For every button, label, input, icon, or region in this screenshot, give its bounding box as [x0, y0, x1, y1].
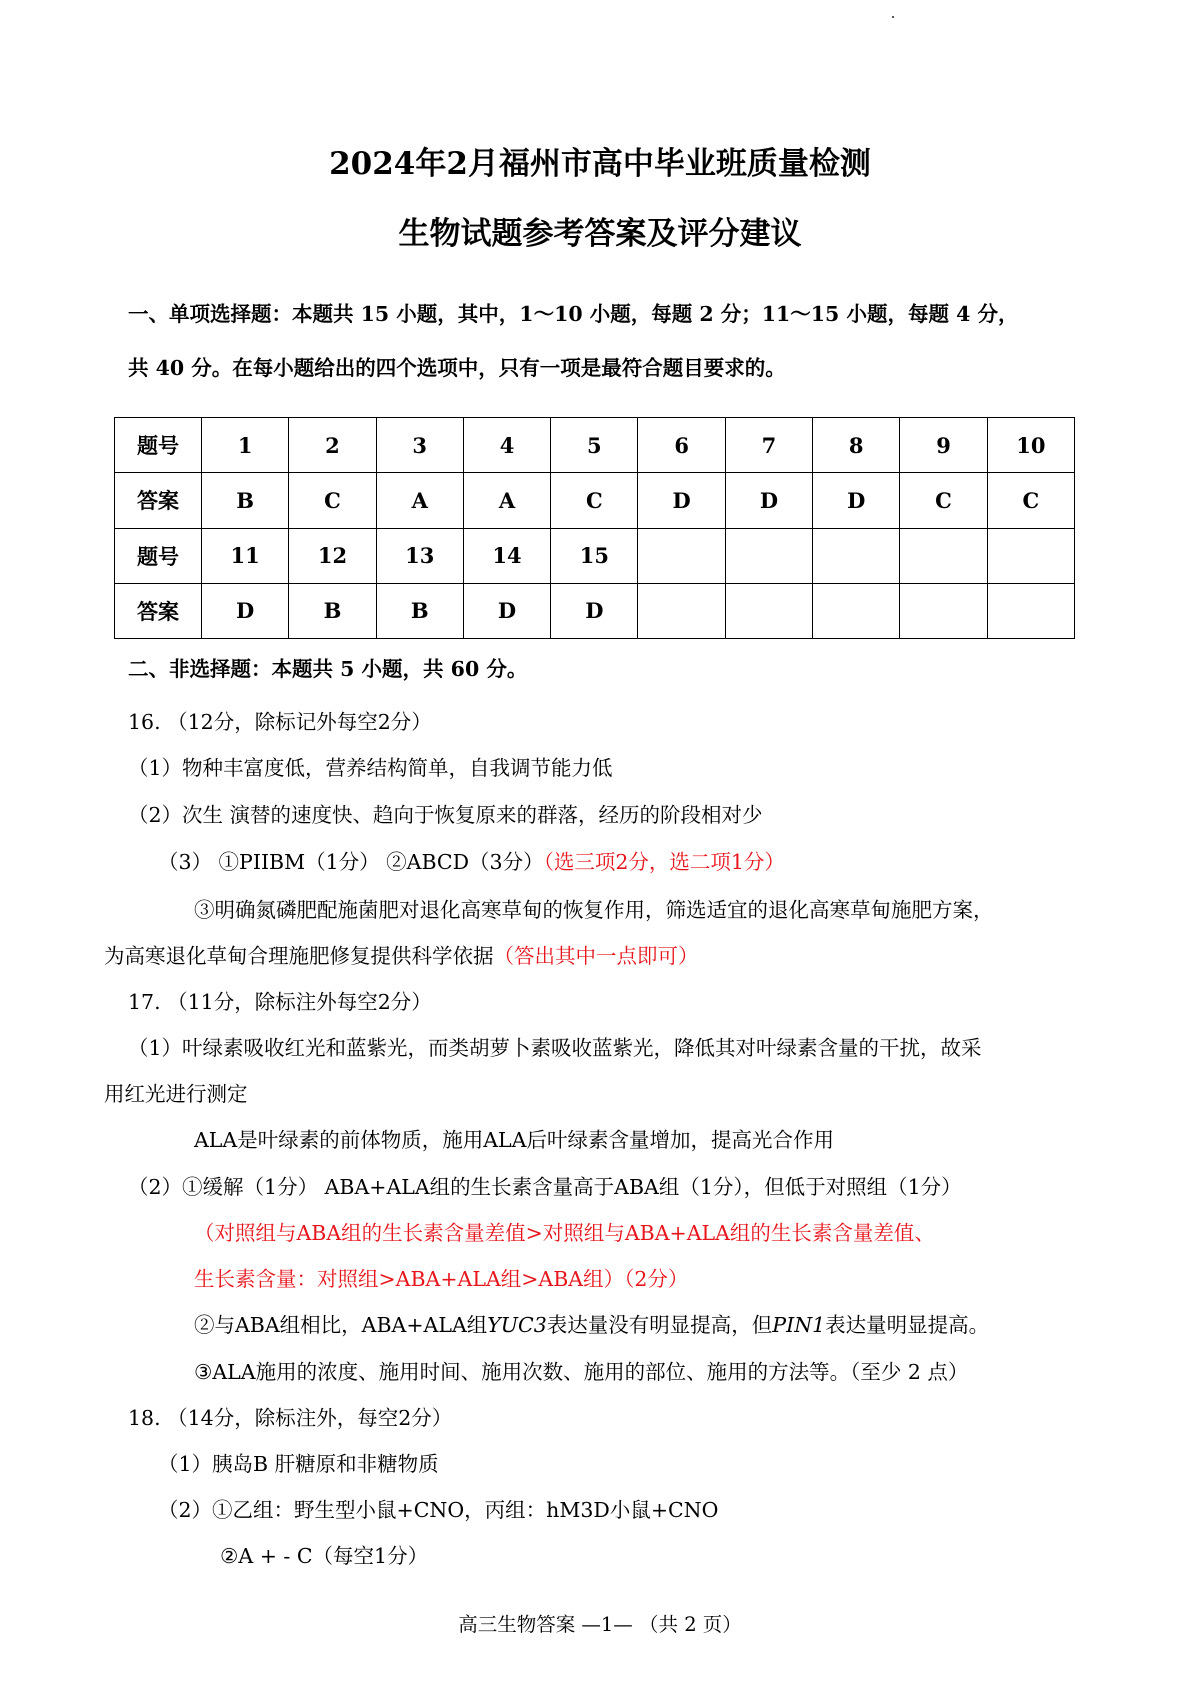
q18-header: 18. （14分，除标注外，每空2分） [128, 1406, 453, 1430]
answer-table-cell [638, 583, 725, 638]
section1-line2: 共 40 分。在每小题给出的四个选项中，只有一项是最符合题目要求的。 [128, 356, 786, 380]
answer-table-cell: 11 [202, 528, 289, 583]
answer-table-cell: A [376, 473, 463, 528]
answer-table-cell [725, 583, 812, 638]
answer-table-cell: A [463, 473, 550, 528]
section2-heading: 二、非选择题：本题共 5 小题，共 60 分。 [128, 657, 528, 681]
answer-table [114, 417, 1075, 639]
q16-answer-3 [158, 845, 785, 875]
answer-table-row-label: 题号 [115, 528, 202, 583]
answer-table-row [115, 473, 1075, 528]
answer-table-cell [900, 583, 987, 638]
answer-table-cell: 9 [900, 418, 987, 473]
answer-table-cell: 7 [725, 418, 812, 473]
page-title: 2024年2月福州市高中毕业班质量检测 [329, 146, 871, 182]
answer-table-cell [987, 528, 1074, 583]
answer-table-cell: 10 [987, 418, 1074, 473]
page-footer: 高三生物答案 —1— （共 2 页） [458, 1613, 742, 1636]
q17-answer-2c: ③ALA施用的浓度、施用时间、施用次数、施用的部位、施用的方法等。（至少 2 点） [194, 1360, 969, 1384]
q16-header: 16. （12分，除标记外每空2分） [128, 710, 432, 734]
q17-answer-2: （2）①缓解（1分） ABA+ALA组的生长素含量高于ABA组（1分），但低于对照组（1分） [128, 1175, 962, 1199]
answer-table-cell: 13 [376, 528, 463, 583]
q17-answer-1-line1: （1）叶绿素吸收红光和蓝紫光，而类胡萝卜素吸收蓝紫光，降低其对叶绿素含量的干扰，故采 [128, 1036, 982, 1060]
answer-table-cell: 2 [289, 418, 376, 473]
answer-table-cell: D [813, 473, 900, 528]
answer-table-cell: D [202, 583, 289, 638]
answer-table-cell [900, 528, 987, 583]
section1-line1: 一、单项选择题：本题共 15 小题，其中，1～10 小题，每题 2 分；11～15 小题，每题 4 分， [128, 302, 1019, 326]
answer-table-cell: 15 [551, 528, 638, 583]
q16-answer-3c-line1: ③明确氮磷肥配施菌肥对退化高寒草甸的恢复作用，筛选适宜的退化高寒草甸施肥方案， [194, 898, 994, 922]
answer-table-row-label: 题号 [115, 418, 202, 473]
gene-yuc3: YUC3 [487, 1313, 547, 1337]
answer-table-row-label: 答案 [115, 583, 202, 638]
answer-table-row [115, 418, 1075, 473]
answer-table-row-label: 答案 [115, 473, 202, 528]
answer-table-cell [638, 528, 725, 583]
answer-table-cell: C [987, 473, 1074, 528]
q16-answer-3c-text: 为高寒退化草甸合理施肥修复提供科学依据 [104, 944, 494, 968]
answer-table-cell: 8 [813, 418, 900, 473]
answer-table-row [115, 583, 1075, 638]
answer-table-cell: D [638, 473, 725, 528]
answer-table-cell: 3 [376, 418, 463, 473]
q18-answer-1: （1）胰岛B 肝糖原和非糖物质 [158, 1452, 439, 1476]
answer-table-cell: 5 [551, 418, 638, 473]
answer-table-cell: 1 [202, 418, 289, 473]
answer-table-cell: B [376, 583, 463, 638]
answer-table-cell: 12 [289, 528, 376, 583]
answer-table-cell: D [725, 473, 812, 528]
answer-table-cell [813, 583, 900, 638]
answer-table-cell [987, 583, 1074, 638]
answer-table-cell [813, 528, 900, 583]
q16-answer-1: （1）物种丰富度低，营养结构简单，自我调节能力低 [128, 756, 613, 780]
answer-table-cell: 6 [638, 418, 725, 473]
scan-dot [892, 16, 894, 18]
q17-answer-2b-pre: ②与ABA组相比，ABA+ALA组 [194, 1313, 488, 1337]
answer-table-cell: D [463, 583, 550, 638]
q17-answer-1-line3: ALA是叶绿素的前体物质，施用ALA后叶绿素含量增加，提高光合作用 [194, 1128, 834, 1152]
q17-answer-2b-post: 表达量明显提高。 [825, 1313, 990, 1337]
gene-pin1: PIN1 [772, 1313, 826, 1337]
q17-answer-2b-mid: 表达量没有明显提高，但 [546, 1313, 773, 1337]
q17-answer-1-line2: 用红光进行测定 [104, 1082, 248, 1106]
answer-table-cell: 14 [463, 528, 550, 583]
q17-answer-2b [194, 1308, 989, 1338]
q17-header: 17. （11分，除标注外每空2分） [128, 990, 432, 1014]
answer-table-cell: B [289, 583, 376, 638]
q17-answer-2-note-1: （对照组与ABA组的生长素含量差值>对照组与ABA+ALA组的生长素含量差值、 [194, 1221, 935, 1245]
q16-answer-3c-note: （答出其中一点即可） [493, 944, 699, 968]
q18-answer-2: （2）①乙组：野生型小鼠+CNO，丙组：hM3D小鼠+CNO [158, 1498, 719, 1522]
answer-table-cell [725, 528, 812, 583]
answer-table-cell: C [551, 473, 638, 528]
q16-answer-3-text: （3） ①PIIBM（1分） ②ABCD（3分） [158, 850, 544, 874]
answer-table-cell: D [551, 583, 638, 638]
q16-answer-2: （2）次生 演替的速度快、趋向于恢复原来的群落，经历的阶段相对少 [128, 803, 763, 827]
answer-table-cell: C [289, 473, 376, 528]
answer-table-cell: 4 [463, 418, 550, 473]
q17-answer-2-note-2: 生长素含量：对照组>ABA+ALA组>ABA组）（2分） [194, 1267, 689, 1291]
q18-answer-2b: ②A + - C（每空1分） [220, 1544, 429, 1568]
answer-table-cell: C [900, 473, 987, 528]
q16-answer-3-note: （选三项2分，选二项1分） [543, 850, 785, 874]
answer-table-cell: B [202, 473, 289, 528]
answer-table-row [115, 528, 1075, 583]
page-subtitle: 生物试题参考答案及评分建议 [398, 216, 802, 252]
q16-answer-3c-line2 [104, 939, 699, 969]
